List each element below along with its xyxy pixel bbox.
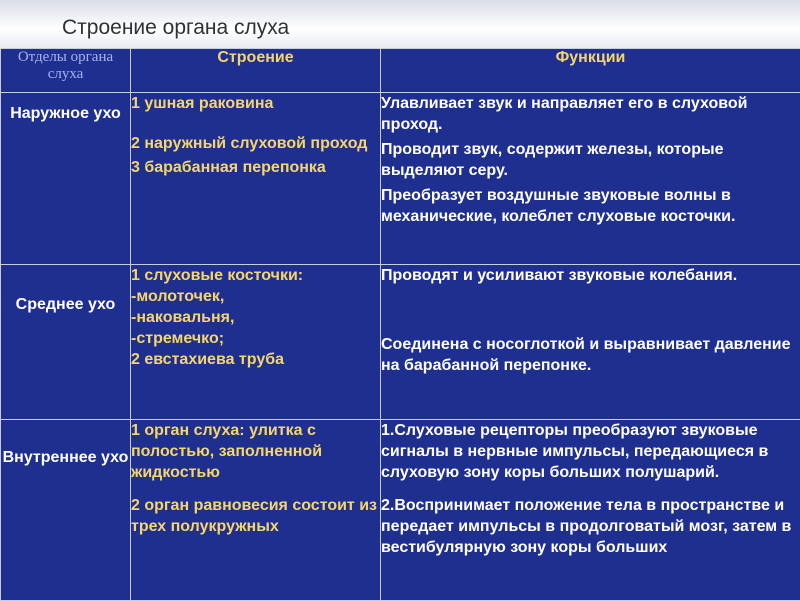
structure-item: -молоточек, [131, 286, 380, 307]
structure-item: 1 ушная раковина [131, 93, 380, 114]
structure-item: 3 барабанная перепонка [131, 157, 380, 178]
structure-item: 2 орган равновесия состоит из трех полукружных [131, 495, 380, 537]
structure-item: 1 слуховые косточки: [131, 265, 380, 286]
structure-item: 2 наружный слуховой проход [131, 133, 380, 154]
functions-cell [381, 420, 800, 601]
table-row [1, 265, 800, 420]
function-item: Соединена с носоглоткой и выравнивает давление на барабанной перепонке. [381, 334, 800, 376]
function-item: Проводит звук, содержит железы, которые выделяют серу. [381, 139, 800, 181]
header-sections: Отделы органа слуха [1, 49, 131, 93]
structure-item: 2 евстахиева труба [131, 349, 380, 370]
section-inner-ear: Внутреннее ухо [1, 420, 131, 601]
structure-item: -стремечко; [131, 328, 380, 349]
function-item: Преобразует воздушные звуковые волны в механические, колеблет слуховые косточки. [381, 185, 800, 227]
structure-cell [131, 93, 381, 265]
structure-cell [131, 265, 381, 420]
structure-item: -наковальня, [131, 307, 380, 328]
function-item: Проводят и усиливают звуковые колебания. [381, 265, 800, 286]
function-item: 1.Слуховые рецепторы преобразуют звуковые сигналы в нервные импульсы, передающиеся в слуховую зону коры больших полушарий. [381, 420, 800, 483]
function-item: Улавливает звук и направляет его в слуховой проход. [381, 93, 800, 135]
function-item: 2.Воспринимает положение тела в пространстве и передает импульсы в продолговатый мозг, затем в вестибулярную зону коры больших [381, 495, 800, 558]
structure-item: 1 орган слуха: улитка с полостью, заполненной жидкостью [131, 420, 380, 483]
functions-cell [381, 265, 800, 420]
section-label: Наружное ухо [1, 93, 130, 125]
table-row [1, 93, 800, 265]
ear-structure-table [0, 48, 800, 601]
functions-cell [381, 93, 800, 265]
header-structure: Строение [131, 49, 381, 93]
structure-cell [131, 420, 381, 601]
table-row [1, 420, 800, 601]
header-functions: Функции [381, 49, 800, 93]
slide-title: Строение органа слуха [62, 16, 289, 40]
section-middle-ear: Среднее ухо [1, 265, 131, 420]
section-outer-ear [1, 93, 131, 265]
table-header-row [1, 49, 800, 93]
